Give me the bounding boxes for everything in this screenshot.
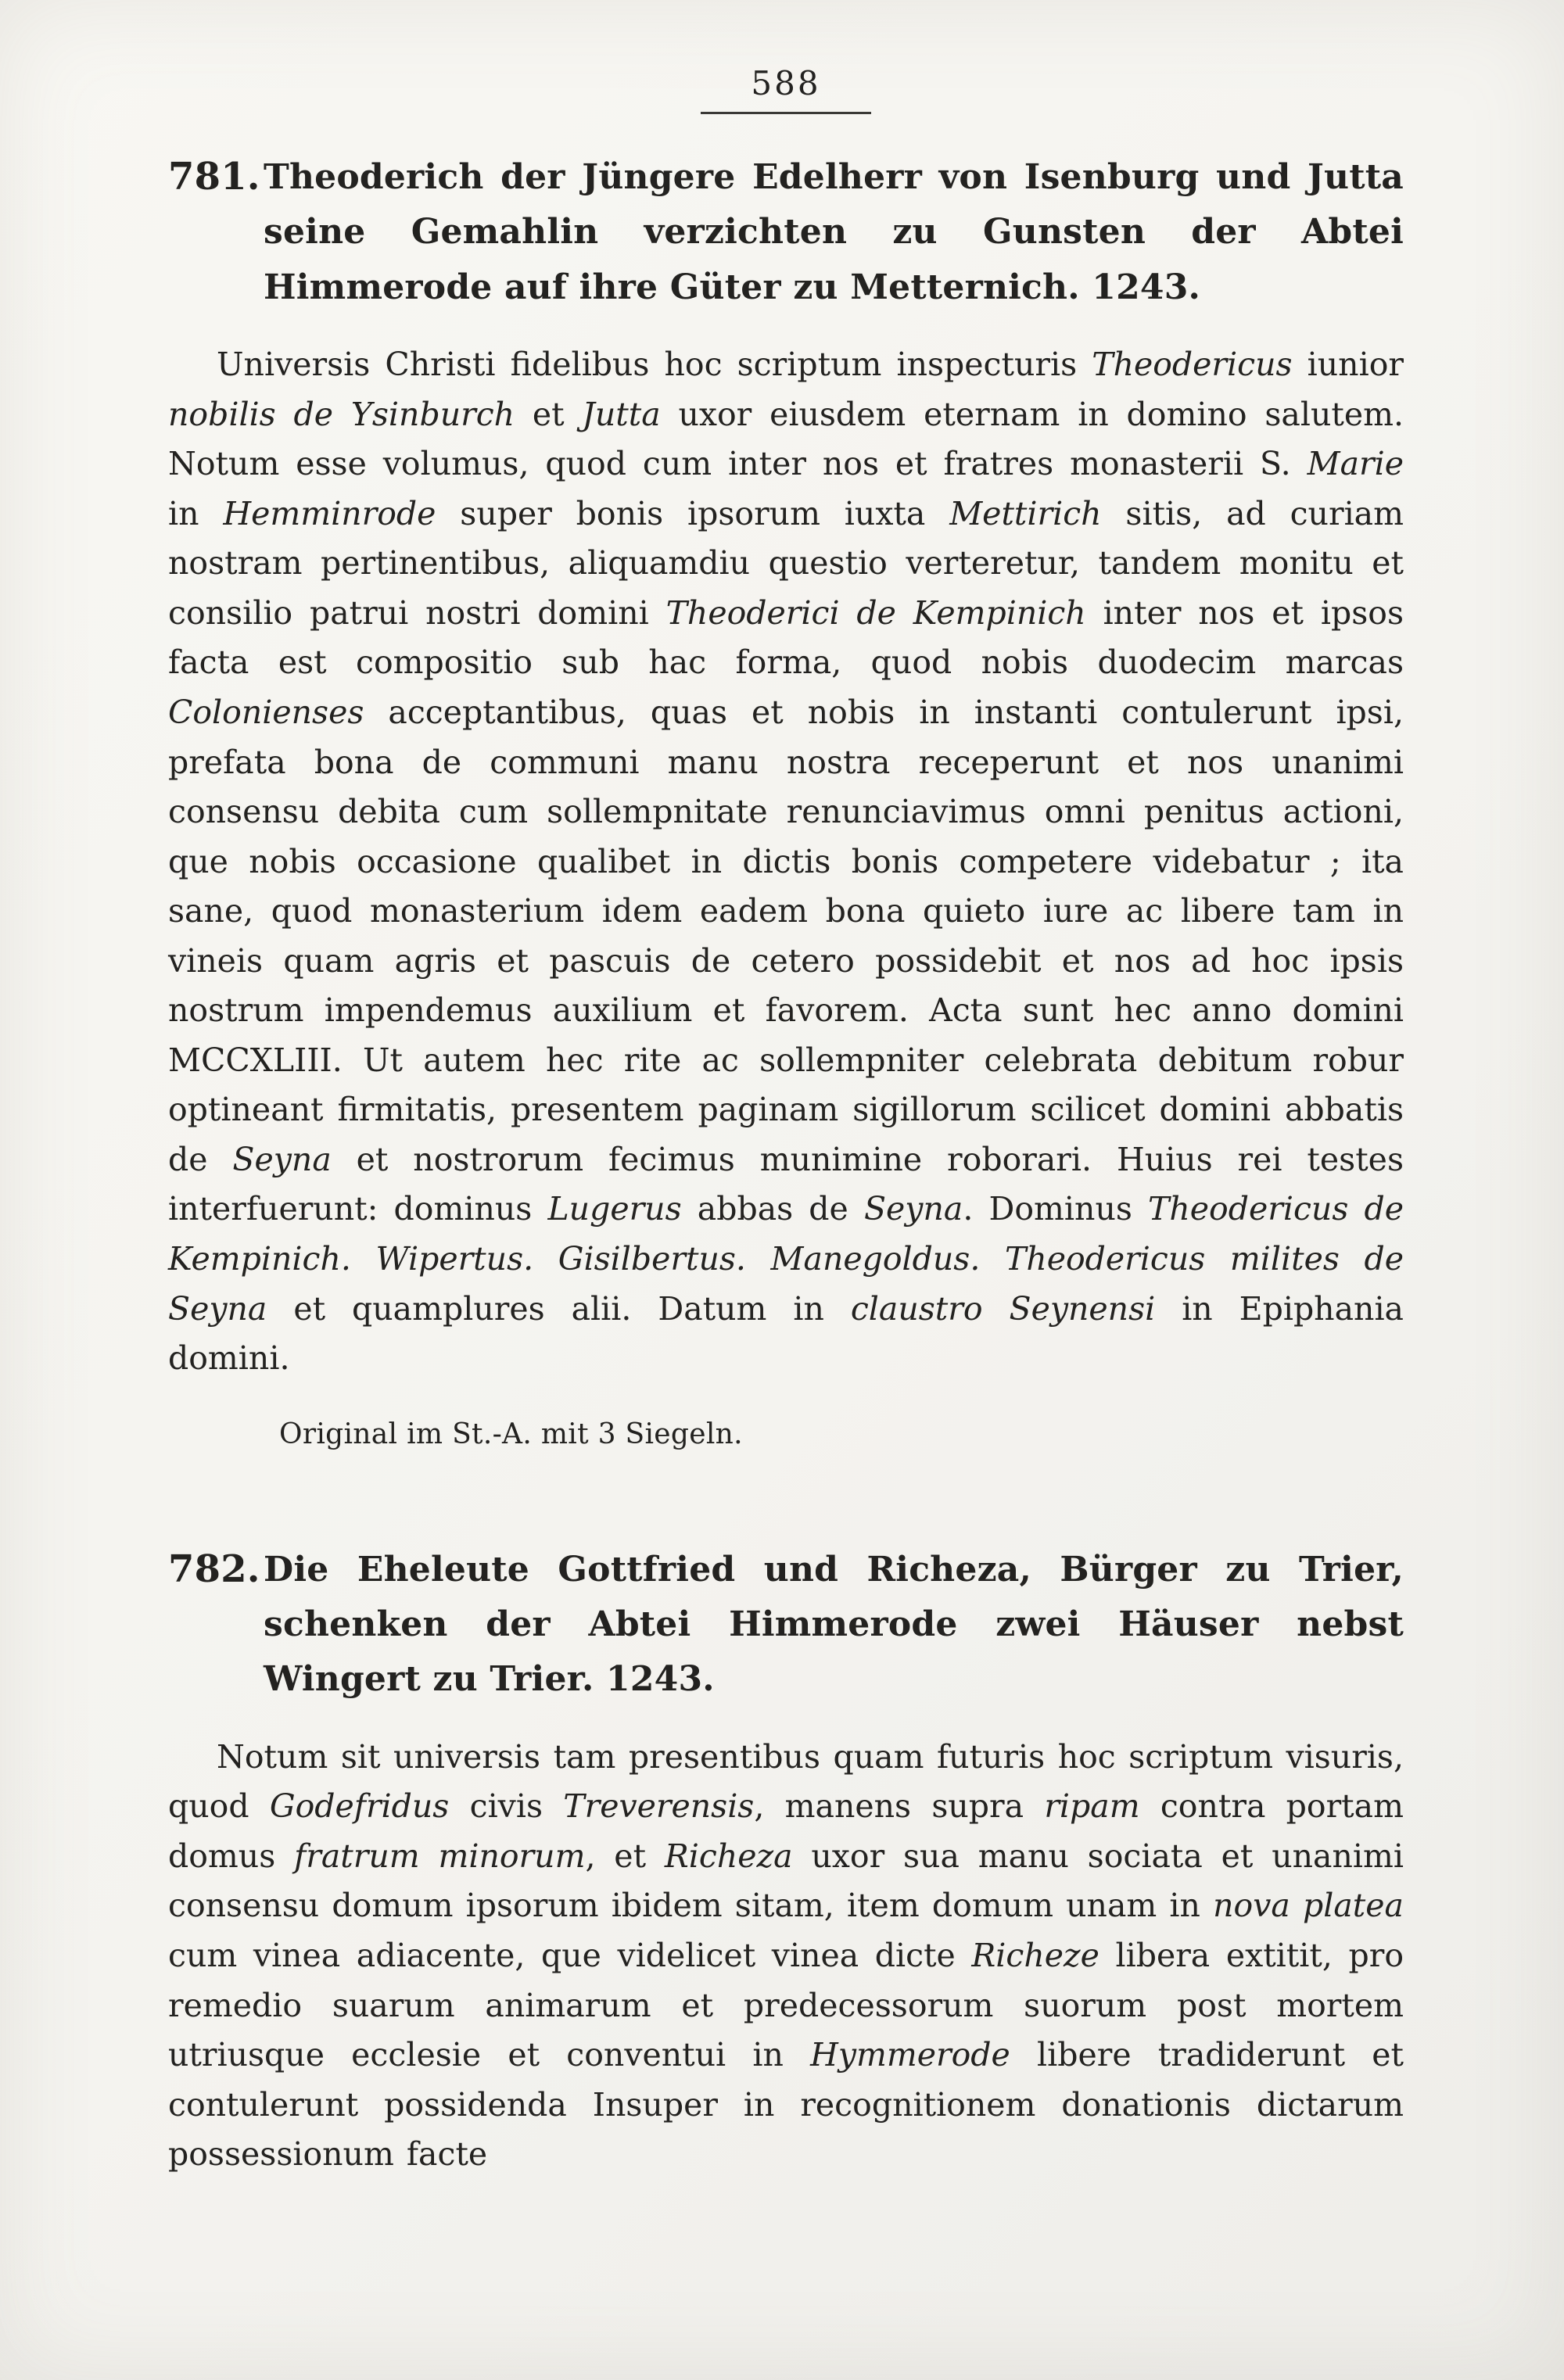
archive-note: Original im St.-A. mit 3 Siegeln.: [279, 1418, 743, 1450]
page-header: [168, 64, 1404, 114]
entry-title: Die Eheleute Gottfried und Richeza, Bürger zu Trier, schenken der Abtei Himmerode zwei Häuser nebst Wingert zu Trier. 1243.: [264, 1549, 1404, 1700]
charter-entry-781: [168, 150, 1404, 1450]
entry-number: 782.: [168, 1547, 260, 1591]
entry-body-text: Universis Christi fidelibus hoc scriptum inspecturis Theodericus iunior nobilis de Ysinburch et Jutta uxor eiusdem eternam in domino salutem. Notum esse volumus, quod cum inter nos et fratres monasterii S. Marie in Hemminrode super bonis ipsorum iuxta Mettirich sitis, ad curiam nostram pertinentibus, aliquamdiu questio verteretur, tandem monitu et consilio patrui nostri domini Theoderici de Kempinich inter nos et ipsos facta est compositio sub hac forma, quod nobis duodecim marcas Colonienses acceptantibus, quas et nobis in instanti contulerunt ipsi, prefata bona de communi manu nostra receperunt et nos unanimi consensu debita cum sollempnitate renunciavimus omni penitus actioni, que nobis occasione qualibet in dictis bonis competere videbatur ; ita sane, quod monasterium idem eadem bona quieto iure ac libere tam in vineis quam agris et pascuis de cetero possidebit et nos ad hoc ipsis nostrum impendemus auxilium et favorem. Acta sunt hec anno domini MCCXLIII. Ut autem hec rite ac sollempniter celebrata debitum robur optineant firmitatis, presentem paginam sigillorum scilicet domini abbatis de Seyna et nostrorum fecimus munimine roborari. Huius rei testes interfuerunt: dominus Lugerus abbas de Seyna. Dominus Theodericus de Kempinich. Wipertus. Gisilbertus. Manegoldus. Theodericus milites de Seyna et quamplures alii. Datum in claustro Seynensi in Epiphania domini.: [168, 346, 1404, 1378]
entry-title: Theoderich der Jüngere Edelherr von Isenburg und Jutta seine Gemahlin verzichten zu Gunsten der Abtei Himmerode auf ihre Güter zu Metternich. 1243.: [264, 157, 1404, 307]
page-number: 588: [701, 64, 870, 114]
entry-heading: [168, 150, 1404, 315]
charter-entry-782: [168, 1543, 1404, 2180]
entry-heading: [168, 1543, 1404, 1708]
entry-number: 781.: [168, 155, 260, 199]
entry-body-text: Notum sit universis tam presentibus quam futuris hoc scriptum visuris, quod Godefridus civis Treverensis, manens supra ripam contra portam domus fratrum minorum, et Richeza uxor sua manu sociata et unanimi consensu domum ipsorum ibidem sitam, item domum unam in nova platea cum vinea adiacente, que videlicet vinea dicte Richeze libera extitit, pro remedio suarum animarum et predecessorum suorum post mortem utriusque ecclesie et conventui in Hymmerode libere tradiderunt et contulerunt possidenda Insuper in recognitionem donationis dictarum possessionum facte: [168, 1737, 1404, 2174]
